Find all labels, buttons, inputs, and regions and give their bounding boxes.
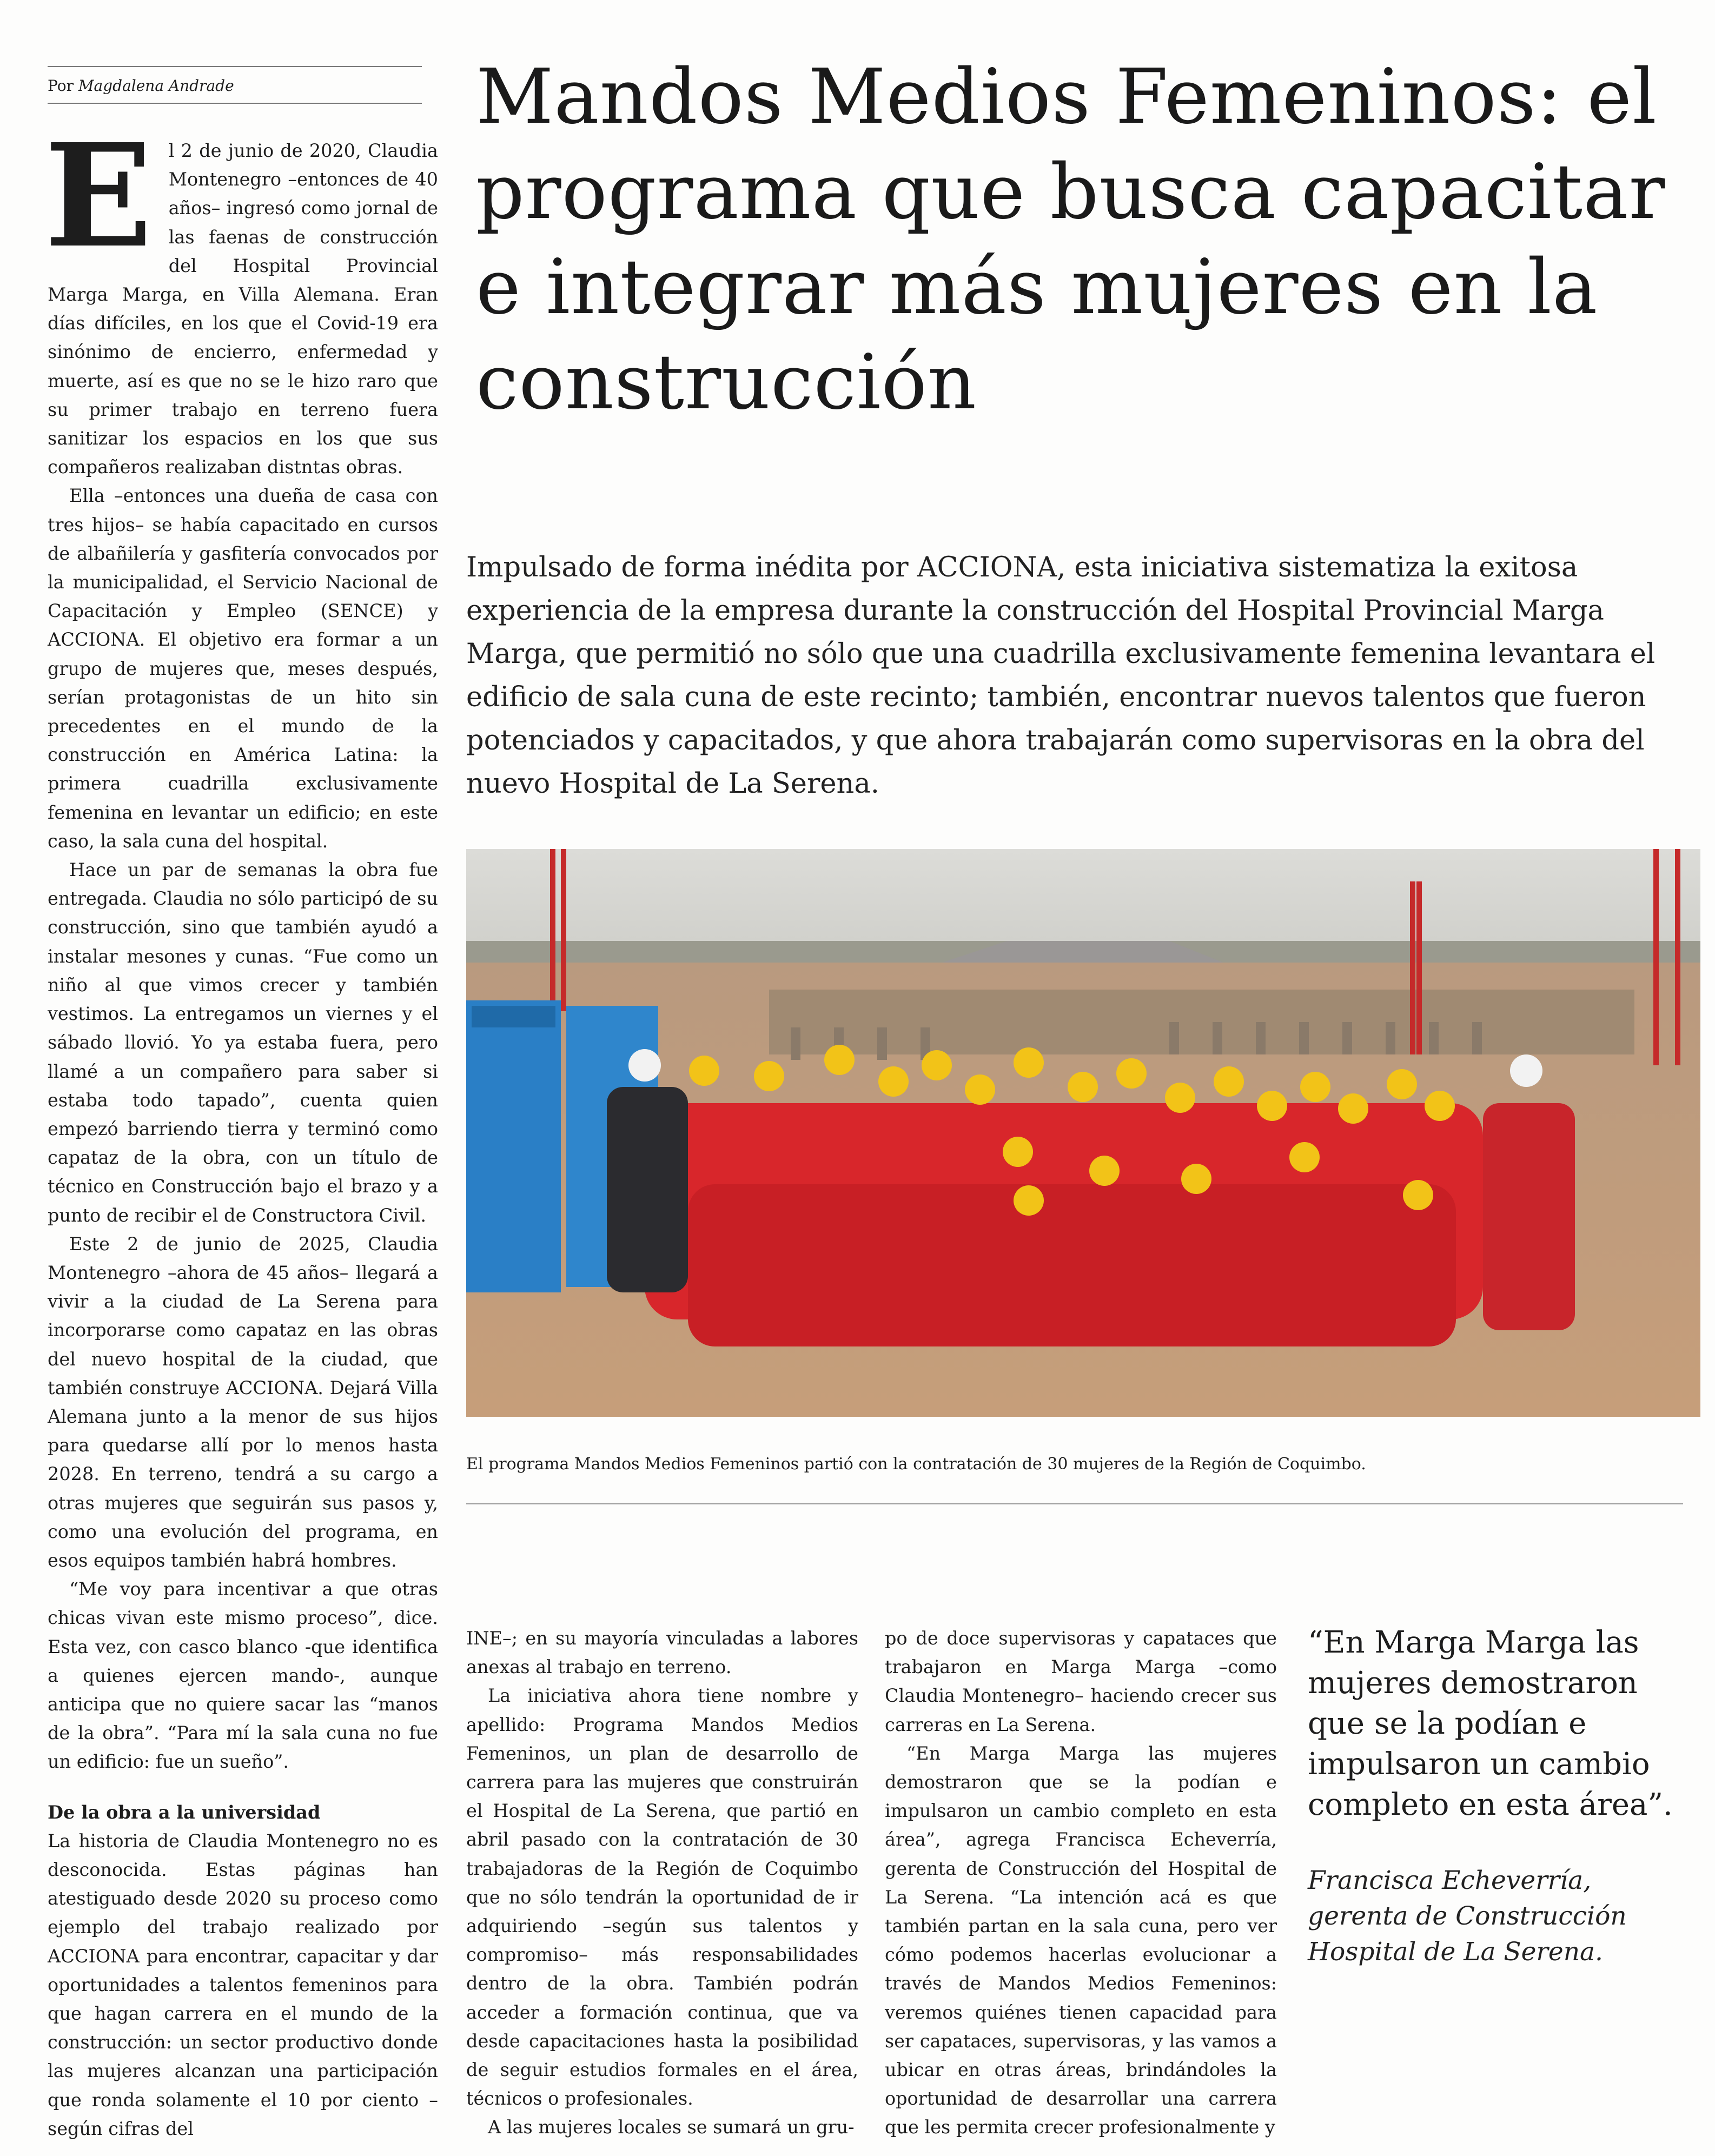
article-paragraph: po de doce supervisoras y capataces que trabajaron en Marga Marga –como Claudia Montenegro– haciendo crecer sus carreras en La Serena. (885, 1628, 1277, 1735)
byline-prefix: Por (48, 77, 74, 95)
article-paragraph: Este 2 de junio de 2025, Claudia Montenegro –ahora de 45 años– llegará a vivir a la ciudad de La Serena para incorporarse como capataz en las obras del nuevo hospital de la ciudad, que también construye ACCIONA. Dejará Villa Alemana junto a la menor de sus hijos para quedarse allí por lo menos hasta 2028. En terreno, tendrá a su cargo a otras mujeres que seguirán sus pasos y, como una evolución del programa, en esos equipos también habrá hombres. (48, 1233, 438, 1571)
article-paragraph: Hace un par de semanas la obra fue entregada. Claudia no sólo participó de su construcción, sino que también ayudó a instalar mesones y cunas. “Fue como un niño al que vimos crecer y también vestimos. La entregamos un viernes y el sábado llovió. Yo ya estaba fuera, pero llamé a un compañero para saber si estaba todo tapado”, cuenta quien empezó barriendo tierra y terminó como capataz de la obra, con un título de técnico en Construcción bajo el brazo y a punto de recibir el de Constructora Civil. (48, 859, 438, 1226)
pull-quote-attribution: Francisca Echeverría, gerenta de Construcción Hospital de La Serena. (1308, 1866, 1627, 1967)
article-paragraph: La historia de Claudia Montenegro no es desconocida. Estas páginas han atestiguado desde 2020 su proceso como ejemplo del trabajo realizado por ACCIONA para encontrar, capacitar y dar oportunidades a talentos femeninos para que hagan carrera en el mundo de la construcción: un sector productivo donde las mujeres alcanzan una participación que ronda solamente el 10 por ciento –según cifras del (48, 1830, 438, 2139)
section-subhead: De la obra a la universidad (48, 1801, 321, 1823)
headline: Mandos Medios Femeninos: el programa que busca capacitar e integrar más mujeres en la construcción (476, 53, 1666, 427)
excavation-pit (769, 990, 1634, 1054)
article-column-2 (466, 1624, 858, 2142)
photo-caption: El programa Mandos Medios Femeninos partió con la contratación de 30 mujeres de la Región de Coquimbo. (466, 1455, 1366, 1474)
construction-workers-photo (466, 849, 1700, 1417)
article-paragraph: “Me voy para incentivar a que otras chicas vivan este mismo proceso”, dice. Esta vez, con casco blanco -que identifica a quienes ejercen mando-, aunque anticipa que no quiere sacar las “manos de la obra”. “Para mí la sala cuna no fue un edificio: fue un sueño”. (48, 1578, 438, 1773)
article-paragraph: La iniciativa ahora tiene nombre y apellido: Programa Mandos Medios Femeninos, un plan de desarrollo de carrera para las mujeres que construirán el Hospital de La Serena, que partió en abril pasado con la contratación de 30 trabajadoras de la Región de Coquimbo que no sólo tendrán la oportunidad de ir adquiriendo –según sus talentos y compromiso– más responsabilidades dentro de la obra. También podrán acceder a formación continua, que va desde capacitaciones hasta la posibilidad de seguir estudios formales en el área, técnicos o profesionales. (466, 1685, 858, 2109)
article-column-3 (885, 1624, 1277, 2142)
article-paragraph: INE–; en su mayoría vinculadas a labores anexas al trabajo en terreno. (466, 1628, 858, 1678)
byline (48, 66, 422, 104)
pull-quote: “En Marga Marga las mujeres demostraron que se la podían e impulsaron un cambio completo en esta área”. (1308, 1625, 1673, 1822)
article-paragraph: Ella –entonces una dueña de casa con tres hijos– se había capacitado en cursos de albañilería y gasfitería convocados por la municipalidad, el Servicio Nacional de Capacitación y Empleo (SENCE) y ACCIONA. El objetivo era formar a un grupo de mujeres que, meses después, serían protagonistas de un hito sin precedentes en el mundo de la construcción en América Latina: la primera cuadrilla exclusivamente femenina en levantar un edificio; en este caso, la sala cuna del hospital. (48, 485, 438, 852)
article-paragraph: El 2 de junio de 2020, Claudia Montenegro –entonces de 40 años– ingresó como jornal de las faenas de construcción del Hospital Provincial Marga Marga, en Villa Alemana. Eran días difíciles, en los que el Covid-19 era sinónimo de encierro, enfermedad y muerte, así es que no se le hizo raro que su primer trabajo en terreno fuera sanitizar los espacios en los que sus compañeros realizaban distntas obras. (44, 112, 438, 478)
left-column (44, 112, 438, 2143)
article-photo (466, 849, 1700, 1417)
byline-author: Magdalena Andrade (78, 77, 234, 95)
section-divider (466, 1503, 1683, 1504)
article-paragraph: A las mujeres locales se sumará un gru- (488, 2117, 855, 2138)
article-paragraph: “En Marga Marga las mujeres demostraron que se la podían e impulsaron un cambio completo en esta área”, agrega Francisca Echeverría, gerenta de Construcción del Hospital de La Serena. “La intención acá es que también partan en la sala cuna, pero ver cómo podemos hacerlas evolucionar a través de Mandos Medios Femeninos: veremos quiénes tienen capacidad para ser capataces, supervisoras, y las vamos a ubicar en otras áreas, brindándoles la oportunidad de desarrollar una carrera que les permita crecer profesionalmente y (885, 1742, 1277, 2138)
drop-cap: E (44, 112, 153, 279)
deck: Impulsado de forma inédita por ACCIONA, esta iniciativa sistematiza la exitosa experiencia de la empresa durante la construcción del Hospital Provincial Marga Marga, que permitió no sólo que una cuadrilla exclusivamente femenina levantara el edificio de sala cuna de este recinto; también, encontrar nuevos talentos que fueron potenciados y capacitados, y que ahora trabajarán como supervisoras en la obra del nuevo Hospital de La Serena. (466, 552, 1656, 800)
